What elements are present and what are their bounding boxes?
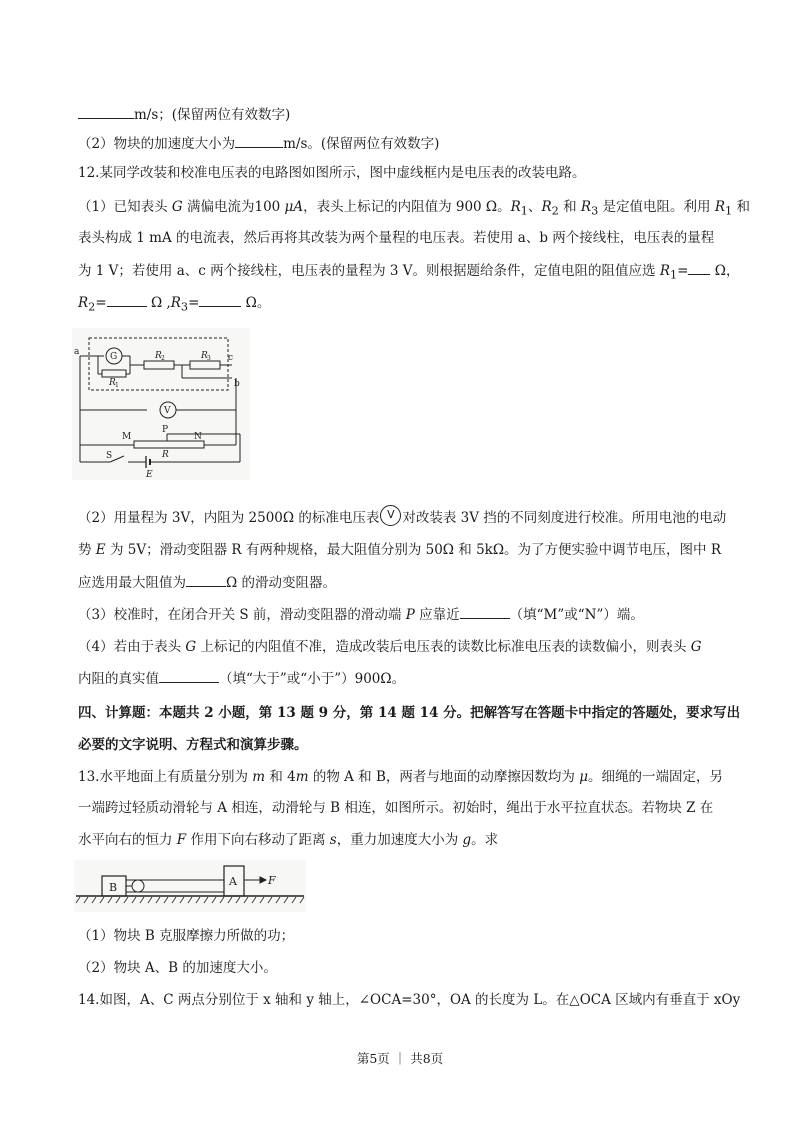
question-12-stem: 12.某同学改装和校准电压表的电路图如图所示，图中虚线框内是电压表的改装电路。 [78, 165, 586, 181]
rheostat-blank[interactable] [186, 572, 226, 587]
svg-text:F: F [268, 874, 276, 887]
question-13-line2: 一端跨过轻质动滑轮与 A 相连，动滑轮与 B 相连，如图所示。初始时，绳出于水平拉直状态。若物块 Z 在 [78, 800, 714, 816]
blocks-diagram [74, 860, 306, 912]
resistance-compare-blank[interactable] [159, 668, 219, 683]
question-12-part2-line1: （2）用量程为 3V，内阻为 2500Ω 的标准电压表 V 对改装表 3V 挡的不同刻度进行校准。所用电池的电动 [78, 508, 728, 532]
circuit-diagram [72, 328, 250, 480]
svg-text:V: V [164, 406, 171, 416]
svg-text:M: M [122, 432, 132, 442]
voltmeter-symbol: V [380, 505, 401, 526]
question-13-line3: 水平向右的恒力 F 作用下向右移动了距离 s，重力加速度大小为 g。求 [78, 832, 499, 848]
endpoint-blank[interactable] [460, 604, 510, 619]
svg-text:N: N [194, 432, 202, 442]
question-12-part1-line3: 为 1 V；若使用 a、c 两个接线柱，电压表的量程为 3 V。则根据题给条件，定值电阻的阻值应选 $R_1= \Omega$， [78, 260, 728, 286]
svg-text:A: A [229, 875, 237, 888]
svg-text:R: R [201, 351, 208, 361]
question-12-part1-line1: （1）已知表头 G 满偏电流为100 μA，表头上标记的内阻值为 900 Ω。$R_1$、$R_2$ 和 $R_3$ 是定值电阻。利用 $R_1$ 和 [78, 199, 750, 218]
question-13-part2: （2）物块 A、B 的加速度大小。 [78, 960, 277, 976]
question-12-part4-line1: （4）若由于表头 G 上标记的内阻值不准，造成改装后电压表的读数比标准电压表的读数偏小，则表头 G [78, 639, 702, 655]
r3-blank[interactable] [199, 292, 241, 307]
question-13-part1: （1）物块 B 克服摩擦力所做的功； [78, 928, 295, 944]
question-14-line1: 14.如图，A、C 两点分别位于 x 轴和 y 轴上，∠OCA=30°，OA 的长度为 L。在△OCA 区域内有垂直于 xOy [78, 992, 741, 1008]
svg-text:S: S [106, 451, 113, 461]
svg-text:P: P [162, 425, 169, 435]
question-13-line1: 13.水平地面上有质量分别为 m 和 4m 的物 A 和 B，两者与地面的动摩擦因数均为 μ。细绳的一端固定，另 [78, 769, 723, 785]
section-4-heading-line1: 四、计算题：本题共 2 小题，第 13 题 9 分，第 14 题 14 分。把解答写在答题卡中指定的答题处，要求写出 [78, 705, 741, 721]
svg-text:E: E [146, 470, 153, 480]
question-12-part4-line2: 内阻的真实值 （填“大于”或“小于”）900Ω。 [78, 668, 728, 689]
svg-text:2: 2 [161, 355, 165, 362]
svg-text:1: 1 [115, 382, 119, 389]
question-12-part2-line3: 应选用最大阻值为 Ω 的滑动变阻器。 [78, 572, 728, 593]
svg-text:G: G [110, 352, 118, 362]
answer-blank[interactable] [78, 104, 134, 119]
svg-text:b: b [234, 379, 240, 389]
svg-text:a: a [74, 347, 80, 357]
question-12-part1-line4: $R_2= \Omega$ $,R_3= \Omega$。 [78, 292, 728, 318]
answer-line-1: m/s；(保留两位有效数字) [78, 104, 728, 125]
r1-blank[interactable] [688, 260, 710, 275]
svg-text:R: R [155, 351, 162, 361]
question-12-part3: （3）校准时，在闭合开关 S 前，滑动变阻器的滑动端 P 应靠近 （填“M”或“N”）端。 [78, 604, 728, 625]
question-12-part1-line2: 表头构成 1 mA 的电流表，然后再将其改装为两个量程的电压表。若使用 a、b 两个接线柱，电压表的量程 [78, 230, 715, 246]
svg-text:R: R [109, 378, 116, 388]
answer-line-2: （2）物块的加速度大小为 m/s。(保留两位有效数字) [78, 133, 728, 154]
page-footer: 第5页 ｜ 共8页 [356, 1051, 444, 1066]
answer-blank[interactable] [235, 133, 283, 148]
section-4-heading-line2: 必要的文字说明、方程式和演算步骤。 [78, 737, 308, 753]
svg-text:c: c [228, 353, 234, 363]
r2-blank[interactable] [107, 292, 147, 307]
question-12-part2-line2: 势 E 为 5V；滑动变阻器 R 有两种规格，最大阻值分别为 50Ω 和 5kΩ。为了方便实验中调节电压，图中 R [78, 542, 721, 558]
svg-text:3: 3 [207, 355, 211, 362]
svg-text:R: R [162, 450, 169, 460]
svg-text:B: B [109, 881, 118, 894]
